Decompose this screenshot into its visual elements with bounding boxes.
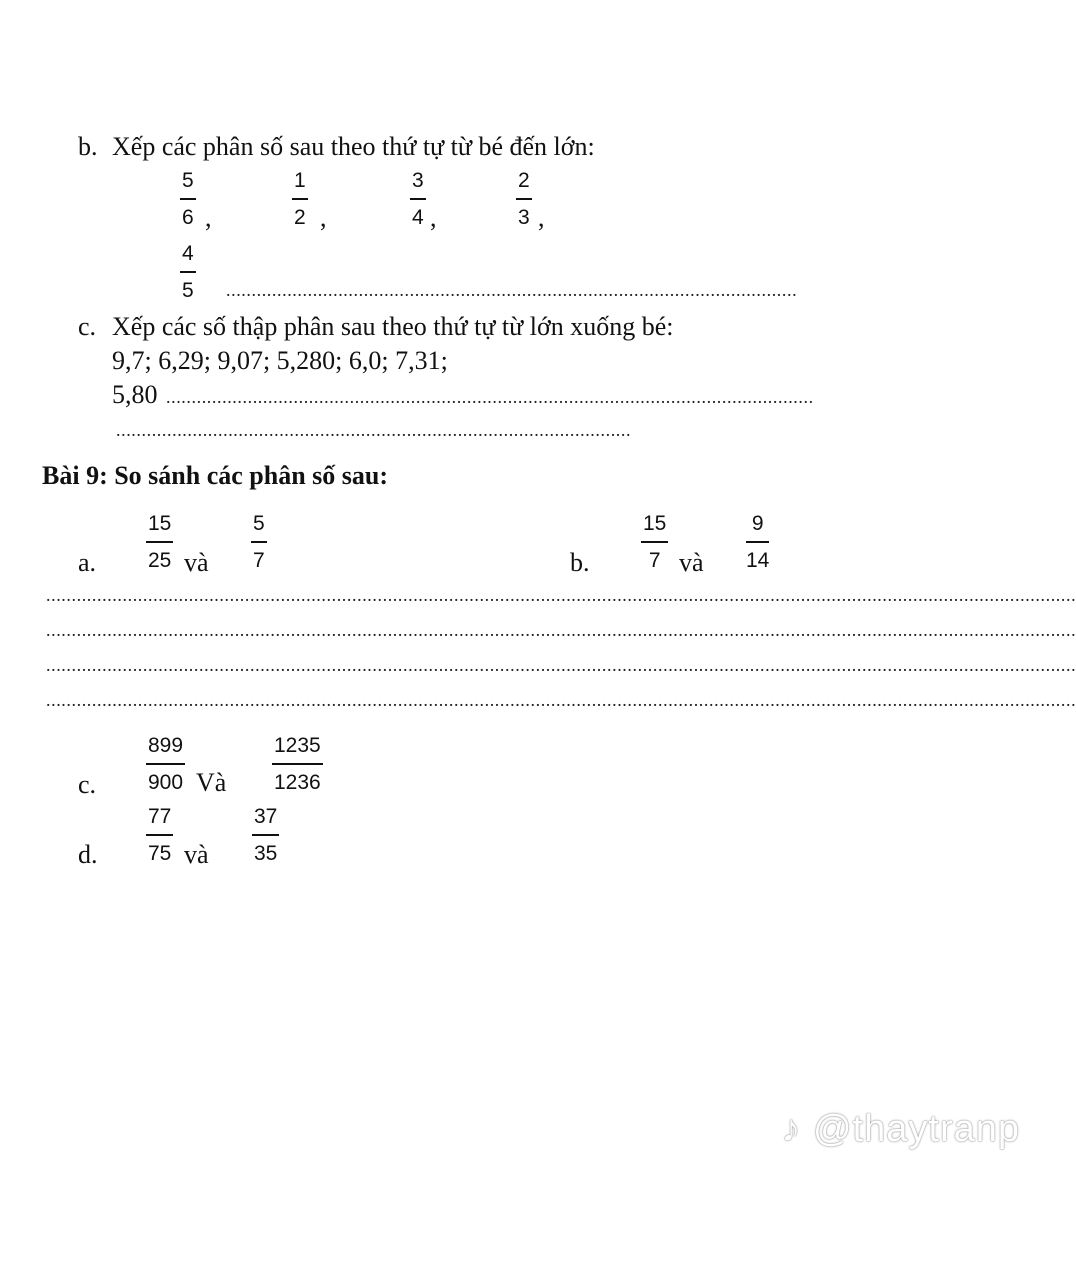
conjunction: Và — [196, 768, 227, 797]
denominator: 3 — [518, 205, 530, 229]
denominator: 2 — [294, 205, 306, 229]
fraction-b-3 — [410, 170, 426, 228]
answer-line[interactable]: .......................................................................................................................................................................................................... — [46, 690, 1076, 710]
fraction-c-right — [272, 735, 323, 793]
denominator: 25 — [148, 548, 172, 572]
item-a-label: a. — [78, 548, 97, 577]
conjunction: và — [184, 840, 209, 869]
section-c-instruction: Xếp các số thập phân sau theo thứ tự từ lớn xuống bé: — [112, 312, 674, 341]
conjunction: và — [184, 548, 209, 577]
fraction-b-5 — [180, 243, 196, 301]
fraction-b-1 — [180, 170, 196, 228]
denominator: 35 — [254, 841, 278, 865]
numerator: 37 — [254, 805, 278, 828]
numerator: 1235 — [274, 734, 321, 757]
denominator: 900 — [148, 770, 184, 794]
decimal-list: 9,7; 6,29; 9,07; 5,280; 6,0; 7,31; — [112, 346, 448, 375]
comma: , — [205, 203, 212, 232]
fraction-d-right — [252, 806, 279, 864]
item-c-label: c. — [78, 770, 97, 799]
numerator: 9 — [751, 512, 764, 535]
fraction-b-right — [746, 513, 769, 571]
denominator: 14 — [746, 548, 770, 572]
exercise-title: Bài 9: So sánh các phân số sau: — [42, 461, 389, 490]
conjunction: và — [679, 548, 704, 577]
answer-line[interactable]: .......................................................................................................................................................................................................... — [46, 585, 1076, 605]
numerator: 2 — [518, 169, 530, 192]
numerator: 15 — [643, 512, 667, 535]
answer-line[interactable]: ............................................................................................................................... — [166, 387, 814, 407]
answer-line[interactable]: ..................................................................................................... — [116, 420, 632, 440]
denominator: 75 — [148, 841, 172, 865]
numerator: 4 — [182, 242, 194, 265]
numerator: 3 — [412, 169, 424, 192]
comma: , — [538, 203, 545, 232]
tiktok-icon: ♪ — [781, 1108, 802, 1150]
answer-line[interactable]: ................................................................................................................ — [226, 280, 798, 300]
fraction-a-left — [146, 513, 173, 571]
numerator: 77 — [148, 805, 172, 828]
denominator: 1236 — [274, 770, 321, 794]
denominator: 4 — [412, 205, 424, 229]
numerator: 1 — [294, 169, 306, 192]
item-b-label: b. — [570, 548, 590, 577]
item-d-label: d. — [78, 840, 98, 869]
comma: , — [320, 203, 327, 232]
fraction-c-left — [146, 735, 185, 793]
section-b-instruction: Xếp các phân số sau theo thứ tự từ bé đến lớn: — [112, 132, 595, 161]
watermark — [781, 1108, 1020, 1151]
numerator: 15 — [148, 512, 172, 535]
numerator: 899 — [148, 734, 184, 757]
denominator: 7 — [253, 548, 265, 572]
comma: , — [430, 203, 437, 232]
fraction-b-left — [641, 513, 668, 571]
numerator: 5 — [253, 512, 265, 535]
section-c-label: c. — [78, 312, 97, 341]
fraction-b-4 — [516, 170, 532, 228]
decimal-list-end: 5,80 — [112, 380, 158, 409]
denominator: 7 — [648, 548, 661, 572]
fraction-b-2 — [292, 170, 308, 228]
answer-line[interactable]: .......................................................................................................................................................................................................... — [46, 620, 1076, 640]
section-b-label: b. — [78, 132, 98, 161]
answer-line[interactable]: .......................................................................................................................................................................................................... — [46, 655, 1076, 675]
fraction-a-right — [251, 513, 267, 571]
watermark-text: @thaytranp — [812, 1108, 1020, 1150]
numerator: 5 — [182, 169, 194, 192]
fraction-d-left — [146, 806, 173, 864]
denominator: 5 — [182, 278, 194, 302]
denominator: 6 — [182, 205, 194, 229]
